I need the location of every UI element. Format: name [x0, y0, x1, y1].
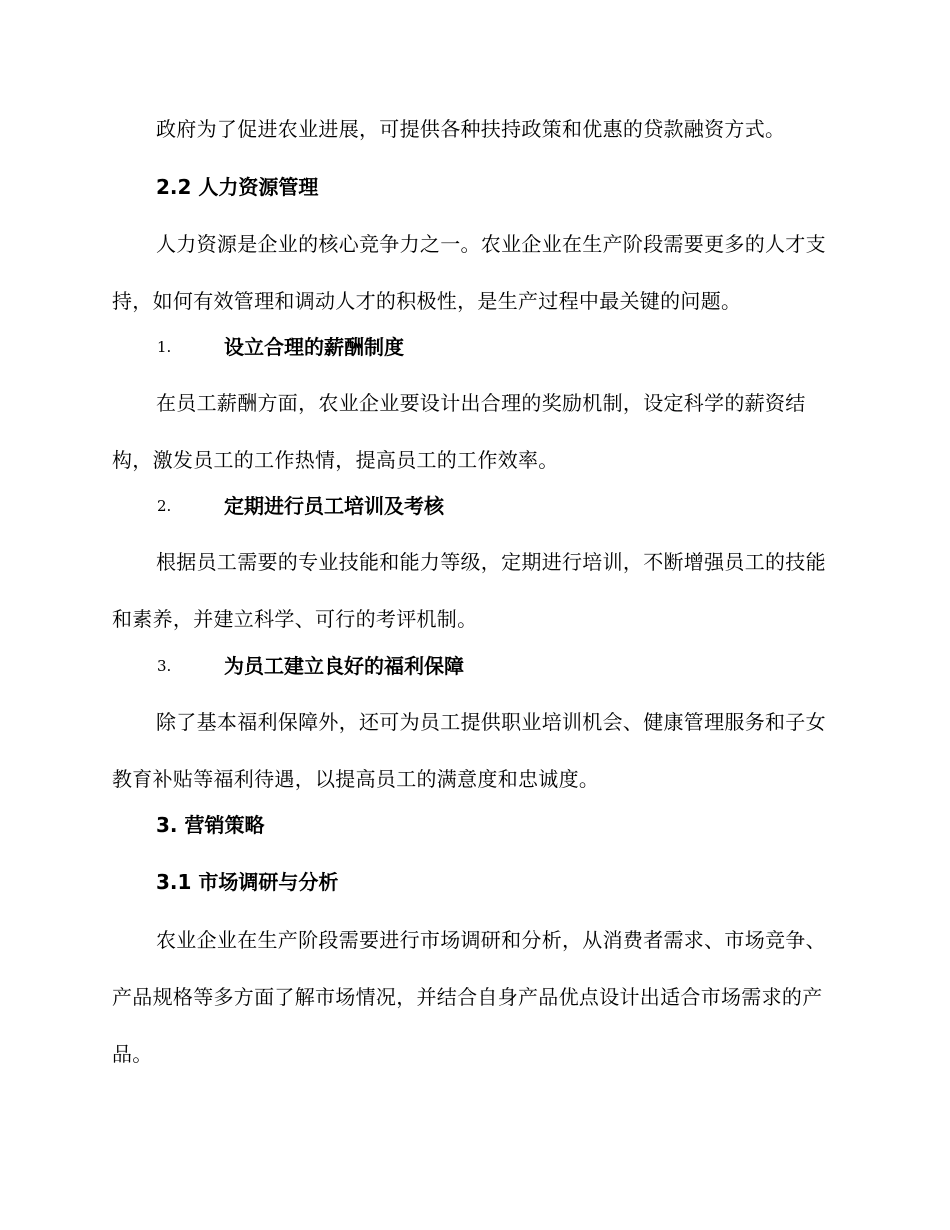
- paragraph-policy-support: 政府为了促进农业进展，可提供各种扶持政策和优惠的贷款融资方式。: [156, 117, 786, 141]
- list-title-salary-system: 设立合理的薪酬制度: [224, 335, 404, 359]
- paragraph-welfare: 除了基本福利保障外，还可为员工提供职业培训机会、健康管理服务和子女教育补贴等福利待遇，以提高员工的满意度和忠诚度。: [112, 710, 826, 791]
- heading-3-marketing: 3. 营销策略: [156, 813, 265, 837]
- paragraph-salary: 在员工薪酬方面，农业企业要设计出合理的奖励机制，设定科学的薪资结构，激发员工的工作热情，提高员工的工作效率。: [112, 391, 806, 472]
- heading-2-2-human-resources: 2.2 人力资源管理: [156, 175, 319, 199]
- list-title-training: 定期进行员工培训及考核: [224, 494, 444, 518]
- list-title-welfare: 为员工建立良好的福利保障: [224, 654, 464, 678]
- list-number-2: 2.: [157, 497, 172, 515]
- paragraph-hr-intro: 人力资源是企业的核心竞争力之一。农业企业在生产阶段需要更多的人才支持，如何有效管理和调动人才的积极性，是生产过程中最关键的问题。: [112, 232, 826, 313]
- list-heading-2: [0, 491, 950, 521]
- list-heading-3: [0, 651, 950, 681]
- paragraph-training: 根据员工需要的专业技能和能力等级，定期进行培训，不断增强员工的技能和素养，并建立科学、可行的考评机制。: [112, 550, 826, 631]
- list-number-1: 1.: [157, 338, 172, 356]
- paragraph-market-research: 农业企业在生产阶段需要进行市场调研和分析，从消费者需求、市场竞争、产品规格等多方面了解市场情况，并结合自身产品优点设计出适合市场需求的产品。: [112, 928, 826, 1066]
- list-number-3: 3.: [157, 657, 172, 675]
- list-heading-1: [0, 332, 950, 362]
- heading-3-1-market-research: 3.1 市场调研与分析: [156, 870, 339, 894]
